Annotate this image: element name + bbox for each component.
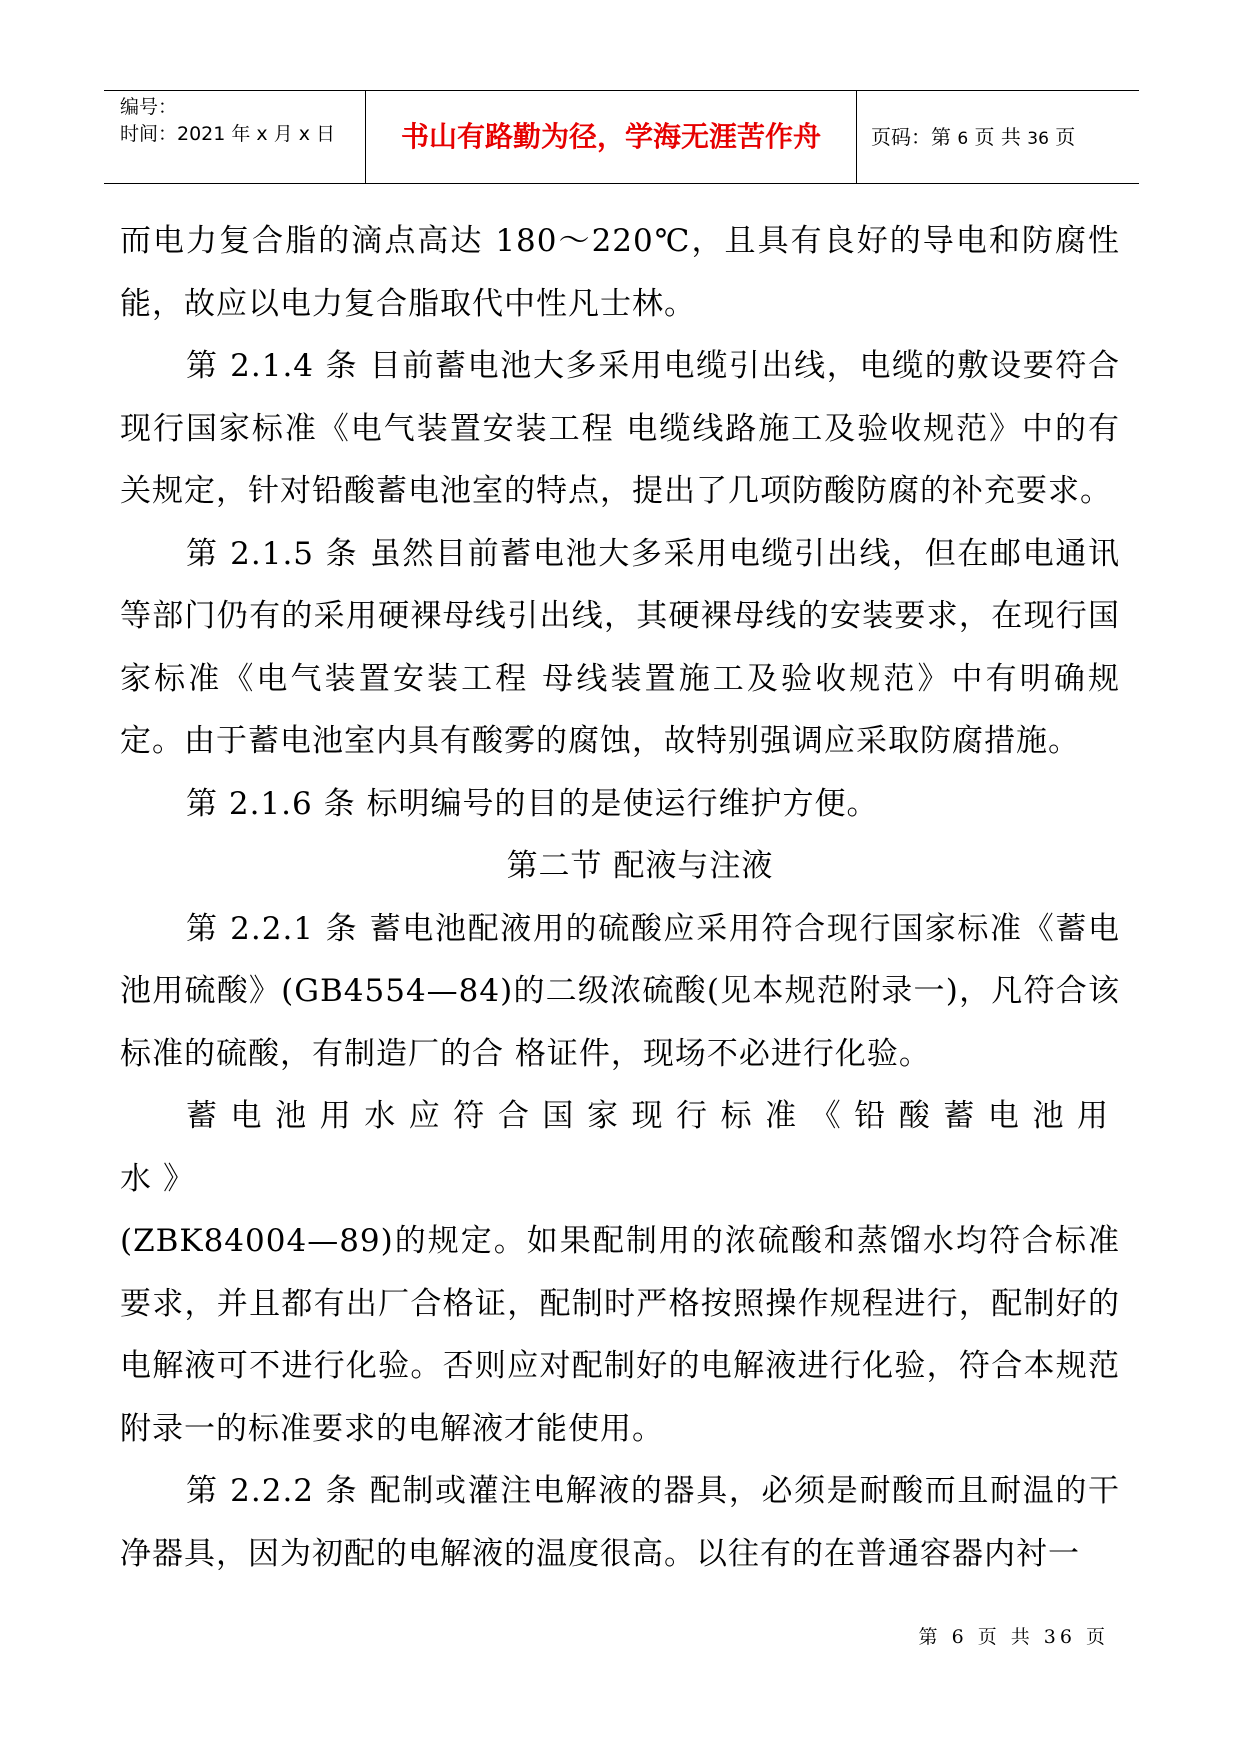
page-total: 36 <box>1027 129 1049 149</box>
page-current: 6 <box>957 129 969 149</box>
paragraph-water-standard: 蓄电池用水应符合国家现行标准《铅酸蓄电池用水》 <box>120 1098 1120 1197</box>
section-heading: 第二节 配液与注液 <box>506 848 774 884</box>
paragraph-clause-2-1-5: 第 2.1.5 条 虽然目前蓄电池大多采用电缆引出线，但在邮电通讯等部门仍有的采用硬裸母线引出线，其硬裸母线的安装要求，在现行国家标准《电气装置安装工程 母线装置施工及验收规范》中有明确规定。由于蓄电池室内具有酸雾的腐蚀，故特别强调应采取防腐措施。 <box>120 535 1120 759</box>
paragraph-clause-2-2-2: 第 2.2.2 条 配制或灌注电解液的器具，必须是耐酸而且耐温的干净器具，因为初配的电解液的温度很高。以往有的在普通容器内衬一 <box>120 1473 1120 1572</box>
paragraph-continuation: 而电力复合脂的滴点高达 180～220℃，且具有良好的导电和防腐性能，故应以电力复合脂取代中性凡士林。 <box>120 223 1120 322</box>
header-meta <box>104 91 366 183</box>
paragraph-water-standard-cont: (ZBK84004—89)的规定。如果配制用的浓硫酸和蒸馏水均符合标准要求，并且都有出厂合格证，配制时严格按照操作规程进行，配制好的电解液可不进行化验。否则应对配制好的电解液进行化验，符合本规范附录一的标准要求的电解液才能使用。 <box>120 1223 1120 1447</box>
paragraph-clause-2-1-6: 第 2.1.6 条 标明编号的目的是使运行维护方便。 <box>186 785 879 822</box>
header-motto: 书山有路勤为径，学海无涯苦作舟 <box>366 91 857 183</box>
page-prefix: 页码：第 <box>871 125 958 149</box>
page-footer: 第 6 页 共 36 页 <box>918 1626 1109 1648</box>
header-page-number <box>857 91 1139 183</box>
document-time: 时间：2021 年 x 月 x 日 <box>120 123 336 145</box>
page-middle: 页 共 <box>968 125 1028 149</box>
document-body <box>120 210 1120 1585</box>
paragraph-clause-2-1-4: 第 2.1.4 条 目前蓄电池大多采用电缆引出线，电缆的敷设要符合现行国家标准《电气装置安装工程 电缆线路施工及验收规范》中的有关规定，针对铅酸蓄电池室的特点，提出了几项防酸防腐的补充要求。 <box>120 348 1120 509</box>
page-header <box>104 90 1139 184</box>
document-number-label: 编号： <box>120 96 178 118</box>
paragraph-clause-2-2-1: 第 2.2.1 条 蓄电池配液用的硫酸应采用符合现行国家标准《蓄电池用硫酸》(GB4554—84)的二级浓硫酸(见本规范附录一)，凡符合该标准的硫酸，有制造厂的合 格证件，现场不必进行化验。 <box>120 910 1120 1072</box>
page-suffix: 页 <box>1048 125 1076 149</box>
